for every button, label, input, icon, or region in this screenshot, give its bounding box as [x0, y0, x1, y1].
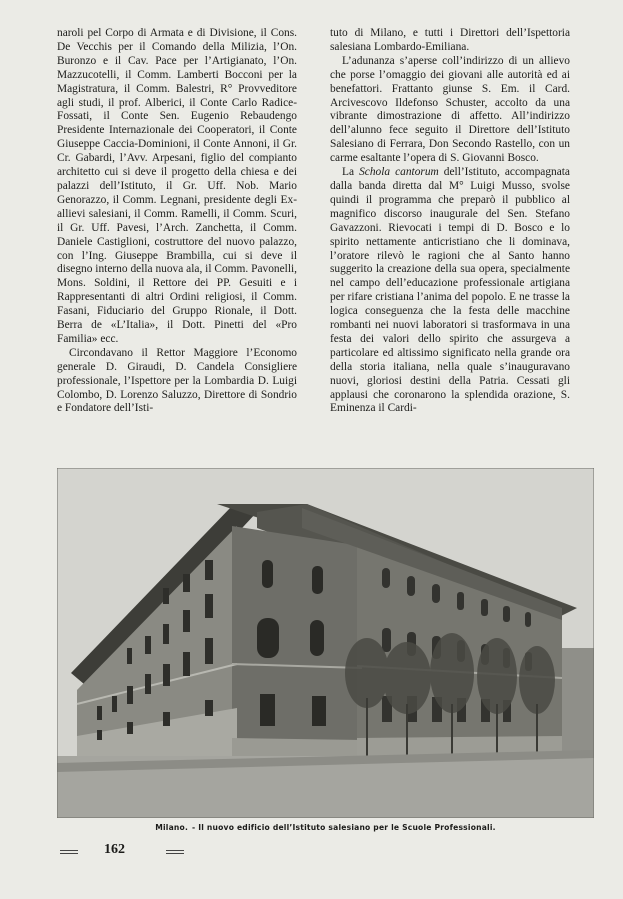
caption-place: Milano. — [155, 823, 189, 832]
caption-text: - Il nuovo edificio dell’Istituto salesiano per le Scuole Professionali. — [192, 823, 496, 832]
paragraph-lead: La — [342, 166, 360, 179]
left-paragraph-2: Circondavano il Rettor Maggiore l’Economo generale D. Giraudi, D. Candela Consigliere professionale, l’Ispettore per la Lombardia D. Luigi Colombo, D. Lorenzo Saluzzo, Direttore di Sondrio e Fondatore dell’Isti- — [57, 346, 297, 415]
page-number: 162 — [104, 842, 125, 857]
building-photograph — [57, 468, 594, 818]
paragraph-rest: dell’Istituto, accompagnata dalla banda diretta dal M° Luigi Musso, svolse quindi il programma che preparò il pubblico al magnifico discorso inaugurale del Sen. Stefano Gavazzoni. Rievocati i tempi di D. Bosco e lo spirito nettamente anticristiano che li dominava, l’oratore rilevò le ragioni che al Santo hanno suggerito la creazione della sua opera, specialmente nel campo dell’educazione professionale artigiana per rifare cristiana l’anima del popolo. E ne trasse la logica conseguenza che la festa delle macchine rombanti nei nuovi laboratori si trasformava in una festa dei valori dello spirito che assurgeva a particolare ed altissimo significato nella grande ora della storia italiana, nella quale s’inauguravano nuovi, gloriosi destini della Patria. Cessati gli applausi che coronarono la splendida orazione, S. Eminenza il Cardi- — [330, 166, 570, 415]
schola-cantorum-italic: Schola cantorum — [359, 166, 439, 179]
right-paragraph-1: tuto di Milano, e tutti i Direttori dell’Ispettoria salesiana Lombardo-Emiliana. — [330, 27, 570, 53]
left-text-column — [57, 27, 297, 416]
left-paragraph-1: naroli pel Corpo di Armata e di Divisione, il Cons. De Vecchis per il Comando della Milizia, l’On. Buronzo e il Cav. Pace per l’Artigianato, l’On. Mazzucotelli, il Comm. Lamberti Bocconi per la Magistratura, il Comm. Balestri, R° Provveditore agli studi, il prof. Alberici, il Conte Carlo Radice-Fossati, il Conte Sen. Eugenio Rebaudengo Presidente Internazionale dei Cooperatori, il Conte Giuseppe Caccia-Dominioni, il Conte Annoni, il Gr. Cr. Gabardi, l’Avv. Arpesani, figlio del compianto architetto cui si deve il progetto della chiesa e dei palazzi dell’Istituto, il Gr. Uff. Nob. Mario Genorazzo, il Comm. Legnani, presidente degli Ex-allievi salesiani, il Comm. Ramelli, il Comm. Scuri, il Gr. Uff. Pavesi, l’Arch. Zanchetta, il Comm. Daniele Castiglioni, costruttore del nuovo palazzo, con l’Ing. Giuseppe Brambilla, cui si deve il disegno interno della nuova ala, il Comm. Pavonelli, Mons. Soldini, il Rettore dei PP. Gesuiti e i Rappresentanti di altri Ordini religiosi, il Comm. Fasani, Fiduciario del Gruppo Rionale, il Dott. Berra de «L’Italia», il Dott. Pinetti del «Pro Familia» ecc. — [57, 27, 297, 345]
right-paragraph-3 — [330, 166, 570, 416]
photo-caption — [57, 823, 594, 832]
right-paragraph-2: L’adunanza s’aperse coll’indirizzo di un allievo che porse l’omaggio dei giovani alle autorità ed ai benefattori. Frattanto giunse S. Em. il Card. Arcivescovo Ildefonso Schuster, accolto da una vibrante dimostrazione di affetto. All’indirizzo dell’alunno fece seguito il Direttore dell’Istituto Salesiano di Ferrara, Don Secondo Rastello, con un carme esaltante l’opera di S. Giovanni Bosco. — [330, 54, 570, 165]
decorative-dash-left — [60, 850, 78, 855]
decorative-dash-right — [166, 850, 184, 855]
right-text-column — [330, 27, 570, 416]
